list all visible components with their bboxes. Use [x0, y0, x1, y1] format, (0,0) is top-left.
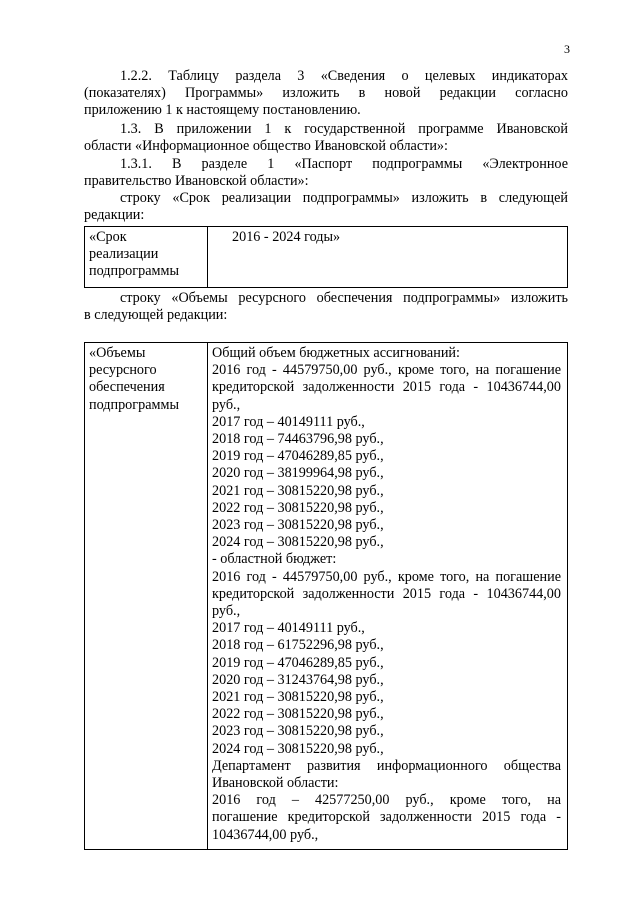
label-line: «Срок [89, 229, 127, 245]
budget-line: Ивановской области: [212, 775, 339, 792]
budget-line: 2021 год – 30815220,98 руб., [212, 689, 384, 706]
text-line: 1.3. В приложении 1 к государственной программе Ивановской [120, 121, 568, 137]
budget-line: Общий объем бюджетных ассигнований: [212, 345, 460, 361]
budget-line: 2016 год – 42577250,00 руб., кроме того, на [212, 792, 561, 809]
text-line: строку «Срок реализации подпрограммы» изложить в следующей [120, 190, 568, 206]
budget-line: 2018 год – 74463796,98 руб., [212, 431, 384, 448]
budget-line: 2019 год – 47046289,85 руб., [212, 654, 384, 671]
paragraph-1-3-1 [84, 156, 568, 190]
budget-line: 2016 год - 44579750,00 руб., кроме того, на погашение [212, 362, 561, 379]
budget-line: 2024 год – 30815220,98 руб., [212, 740, 384, 757]
text-line: 1.2.2. Таблицу раздела 3 «Сведения о целевых индикаторах [120, 68, 568, 84]
budget-line: 2018 год – 61752296,98 руб., [212, 637, 384, 654]
budget-line: 2023 год – 30815220,98 руб., [212, 723, 384, 740]
budget-line: погашение кредиторской задолженности 2015 года - [212, 809, 561, 826]
text-line: строку «Объемы ресурсного обеспечения подпрограммы» изложить [120, 290, 568, 306]
budget-line: 2019 год – 47046289,85 руб., [212, 448, 384, 465]
budget-line: 2017 год – 40149111 руб., [212, 413, 365, 430]
resources-value-cell [208, 343, 568, 850]
paragraph-1-3 [84, 121, 568, 155]
budget-line: 2020 год – 38199964,98 руб., [212, 465, 384, 482]
budget-line: кредиторской задолженности 2015 года - 10436744,00 [212, 585, 561, 602]
budget-line: 2021 год – 30815220,98 руб., [212, 482, 384, 499]
budget-line: 2023 год – 30815220,98 руб., [212, 517, 384, 534]
label-line: ресурсного [89, 362, 157, 379]
budget-line: руб., [212, 396, 241, 413]
budget-line: Департамент развития информационного общества [212, 757, 561, 774]
paragraph-resources-row [84, 290, 568, 324]
label-line: обеспечения [89, 379, 165, 396]
text-line: области «Информационное общество Ивановской области»: [84, 138, 448, 154]
budget-line: 2024 год – 30815220,98 руб., [212, 534, 384, 551]
paragraph-term-row [84, 190, 568, 224]
page-number: 3 [564, 42, 570, 56]
budget-line: 2017 год – 40149111 руб., [212, 620, 365, 637]
label-line: подпрограммы [89, 396, 179, 413]
label-line: реализации [89, 246, 159, 263]
budget-line: - областной бюджет: [212, 551, 337, 568]
text-line: 1.3.1. В разделе 1 «Паспорт подпрограммы «Электронное [120, 156, 568, 172]
term-label-cell [85, 227, 208, 288]
table-row [85, 343, 568, 850]
paragraph-1-2-2 [84, 68, 568, 119]
budget-line: руб., [212, 603, 241, 620]
text-line: правительство Ивановской области»: [84, 173, 309, 189]
budget-line: 2022 год – 30815220,98 руб., [212, 706, 384, 723]
budget-line: 2020 год – 31243764,98 руб., [212, 671, 384, 688]
text-line: в следующей редакции: [84, 307, 228, 323]
text-line: (показателях) Программы» изложить в новой редакции согласно [84, 85, 568, 101]
budget-line: 2016 год - 44579750,00 руб., кроме того, на погашение [212, 568, 561, 585]
label-line: «Объемы [89, 345, 146, 361]
label-line: подпрограммы [89, 263, 179, 280]
resources-label-cell [85, 343, 208, 850]
budget-line: 10436744,00 руб., [212, 826, 319, 843]
budget-line: кредиторской задолженности 2015 года - 10436744,00 [212, 379, 561, 396]
table-row [85, 227, 568, 288]
resources-table [84, 342, 568, 850]
term-value-cell: 2016 - 2024 годы» [208, 227, 568, 288]
term-table [84, 226, 568, 288]
budget-line: 2022 год – 30815220,98 руб., [212, 499, 384, 516]
text-line: редакции: [84, 207, 145, 223]
text-line: приложению 1 к настоящему постановлению. [84, 102, 361, 118]
